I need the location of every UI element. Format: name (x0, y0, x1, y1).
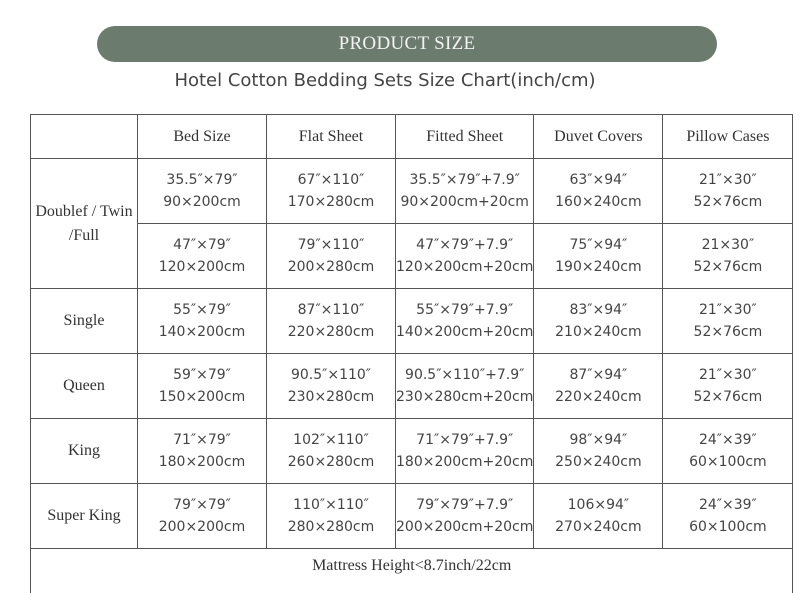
dimension-cell (663, 159, 793, 224)
cm-value: 140×200cm+20cm (396, 321, 533, 343)
dimension-cell (396, 419, 534, 484)
dimension-cell (663, 224, 793, 289)
header-cell-duvet-covers: Duvet Covers (534, 115, 663, 159)
dimension-cell (267, 159, 396, 224)
cm-value: 140×200cm (138, 321, 266, 343)
table-row (31, 224, 793, 289)
dimension-cell (396, 354, 534, 419)
size-label-cell: King (31, 419, 138, 484)
size-label-cell: Single (31, 289, 138, 354)
inch-value: 47″×79″+7.9″ (396, 234, 533, 256)
inch-value: 87″×94″ (534, 364, 662, 386)
chart-subtitle: Hotel Cotton Bedding Sets Size Chart(inch/cm) (0, 70, 770, 91)
cm-value: 60×100cm (663, 516, 792, 538)
dimension-cell (396, 289, 534, 354)
dimension-cell (138, 484, 267, 549)
cm-value: 210×240cm (534, 321, 662, 343)
cm-value: 280×280cm (267, 516, 395, 538)
cm-value: 260×280cm (267, 451, 395, 473)
cm-value: 52×76cm (663, 386, 792, 408)
header-row (31, 115, 793, 159)
cm-value: 52×76cm (663, 321, 792, 343)
dimension-cell (396, 224, 534, 289)
dimension-cell (534, 354, 663, 419)
dimension-cell (138, 354, 267, 419)
cm-value: 180×200cm (138, 451, 266, 473)
cm-value: 220×280cm (267, 321, 395, 343)
inch-value: 63″×94″ (534, 169, 662, 191)
inch-value: 55″×79″ (138, 299, 266, 321)
cm-value: 220×240cm (534, 386, 662, 408)
size-label-cell: Queen (31, 354, 138, 419)
table-row (31, 354, 793, 419)
dimension-cell (138, 289, 267, 354)
dimension-cell (138, 159, 267, 224)
inch-value: 21″×30″ (663, 364, 792, 386)
inch-value: 21″×30″ (663, 169, 792, 191)
inch-value: 87″×110″ (267, 299, 395, 321)
dimension-cell (396, 159, 534, 224)
dimension-cell (663, 354, 793, 419)
inch-value: 106×94″ (534, 494, 662, 516)
cm-value: 90×200cm+20cm (396, 191, 533, 213)
size-label-cell: Super King (31, 484, 138, 549)
dimension-cell (267, 354, 396, 419)
inch-value: 83″×94″ (534, 299, 662, 321)
table-row (31, 159, 793, 224)
cm-value: 52×76cm (663, 191, 792, 213)
inch-value: 79″×110″ (267, 234, 395, 256)
dimension-cell (663, 419, 793, 484)
cm-value: 170×280cm (267, 191, 395, 213)
inch-value: 35.5″×79″ (138, 169, 266, 191)
inch-value: 102″×110″ (267, 429, 395, 451)
inch-value: 24″×39″ (663, 429, 792, 451)
size-label-cell: Doublef / Twin /Full (31, 159, 138, 289)
cm-value: 120×200cm (138, 256, 266, 278)
table-row (31, 419, 793, 484)
cm-value: 180×200cm+20cm (396, 451, 533, 473)
inch-value: 79″×79″+7.9″ (396, 494, 533, 516)
dimension-cell (138, 224, 267, 289)
cm-value: 120×200cm+20cm (396, 256, 533, 278)
cm-value: 270×240cm (534, 516, 662, 538)
dimension-cell (267, 419, 396, 484)
size-chart-table (30, 114, 793, 593)
cm-value: 160×240cm (534, 191, 662, 213)
dimension-cell (534, 224, 663, 289)
dimension-cell (267, 289, 396, 354)
table-row (31, 484, 793, 549)
dimension-cell (534, 484, 663, 549)
banner-title: PRODUCT SIZE (339, 33, 476, 55)
inch-value: 47″×79″ (138, 234, 266, 256)
dimension-cell (396, 484, 534, 549)
inch-value: 71″×79″ (138, 429, 266, 451)
inch-value: 79″×79″ (138, 494, 266, 516)
inch-value: 71″×79″+7.9″ (396, 429, 533, 451)
cm-value: 250×240cm (534, 451, 662, 473)
dimension-cell (267, 484, 396, 549)
inch-value: 21×30″ (663, 234, 792, 256)
cm-value: 190×240cm (534, 256, 662, 278)
inch-value: 110″×110″ (267, 494, 395, 516)
cm-value: 230×280cm+20cm (396, 386, 533, 408)
table-row (31, 289, 793, 354)
inch-value: 35.5″×79″+7.9″ (396, 169, 533, 191)
dimension-cell (663, 289, 793, 354)
cm-value: 200×200cm (138, 516, 266, 538)
dimension-cell (267, 224, 396, 289)
dimension-cell (663, 484, 793, 549)
cm-value: 60×100cm (663, 451, 792, 473)
dimension-cell (138, 419, 267, 484)
inch-value: 21″×30″ (663, 299, 792, 321)
cm-value: 230×280cm (267, 386, 395, 408)
inch-value: 67″×110″ (267, 169, 395, 191)
header-cell-flat-sheet: Flat Sheet (267, 115, 396, 159)
inch-value: 55″×79″+7.9″ (396, 299, 533, 321)
cm-value: 150×200cm (138, 386, 266, 408)
product-size-banner (97, 26, 717, 62)
inch-value: 59″×79″ (138, 364, 266, 386)
mattress-height-note: Mattress Height<8.7inch/22cm (31, 549, 793, 593)
cm-value: 200×280cm (267, 256, 395, 278)
inch-value: 90.5″×110″ (267, 364, 395, 386)
dimension-cell (534, 159, 663, 224)
header-cell-pillow-cases: Pillow Cases (663, 115, 793, 159)
cm-value: 200×200cm+20cm (396, 516, 533, 538)
inch-value: 90.5″×110″+7.9″ (396, 364, 533, 386)
header-cell-bed-size: Bed Size (138, 115, 267, 159)
inch-value: 75″×94″ (534, 234, 662, 256)
cm-value: 90×200cm (138, 191, 266, 213)
header-cell-blank (31, 115, 138, 159)
inch-value: 24″×39″ (663, 494, 792, 516)
footer-row (31, 549, 793, 593)
dimension-cell (534, 419, 663, 484)
header-cell-fitted-sheet: Fitted Sheet (396, 115, 534, 159)
dimension-cell (534, 289, 663, 354)
cm-value: 52×76cm (663, 256, 792, 278)
inch-value: 98″×94″ (534, 429, 662, 451)
